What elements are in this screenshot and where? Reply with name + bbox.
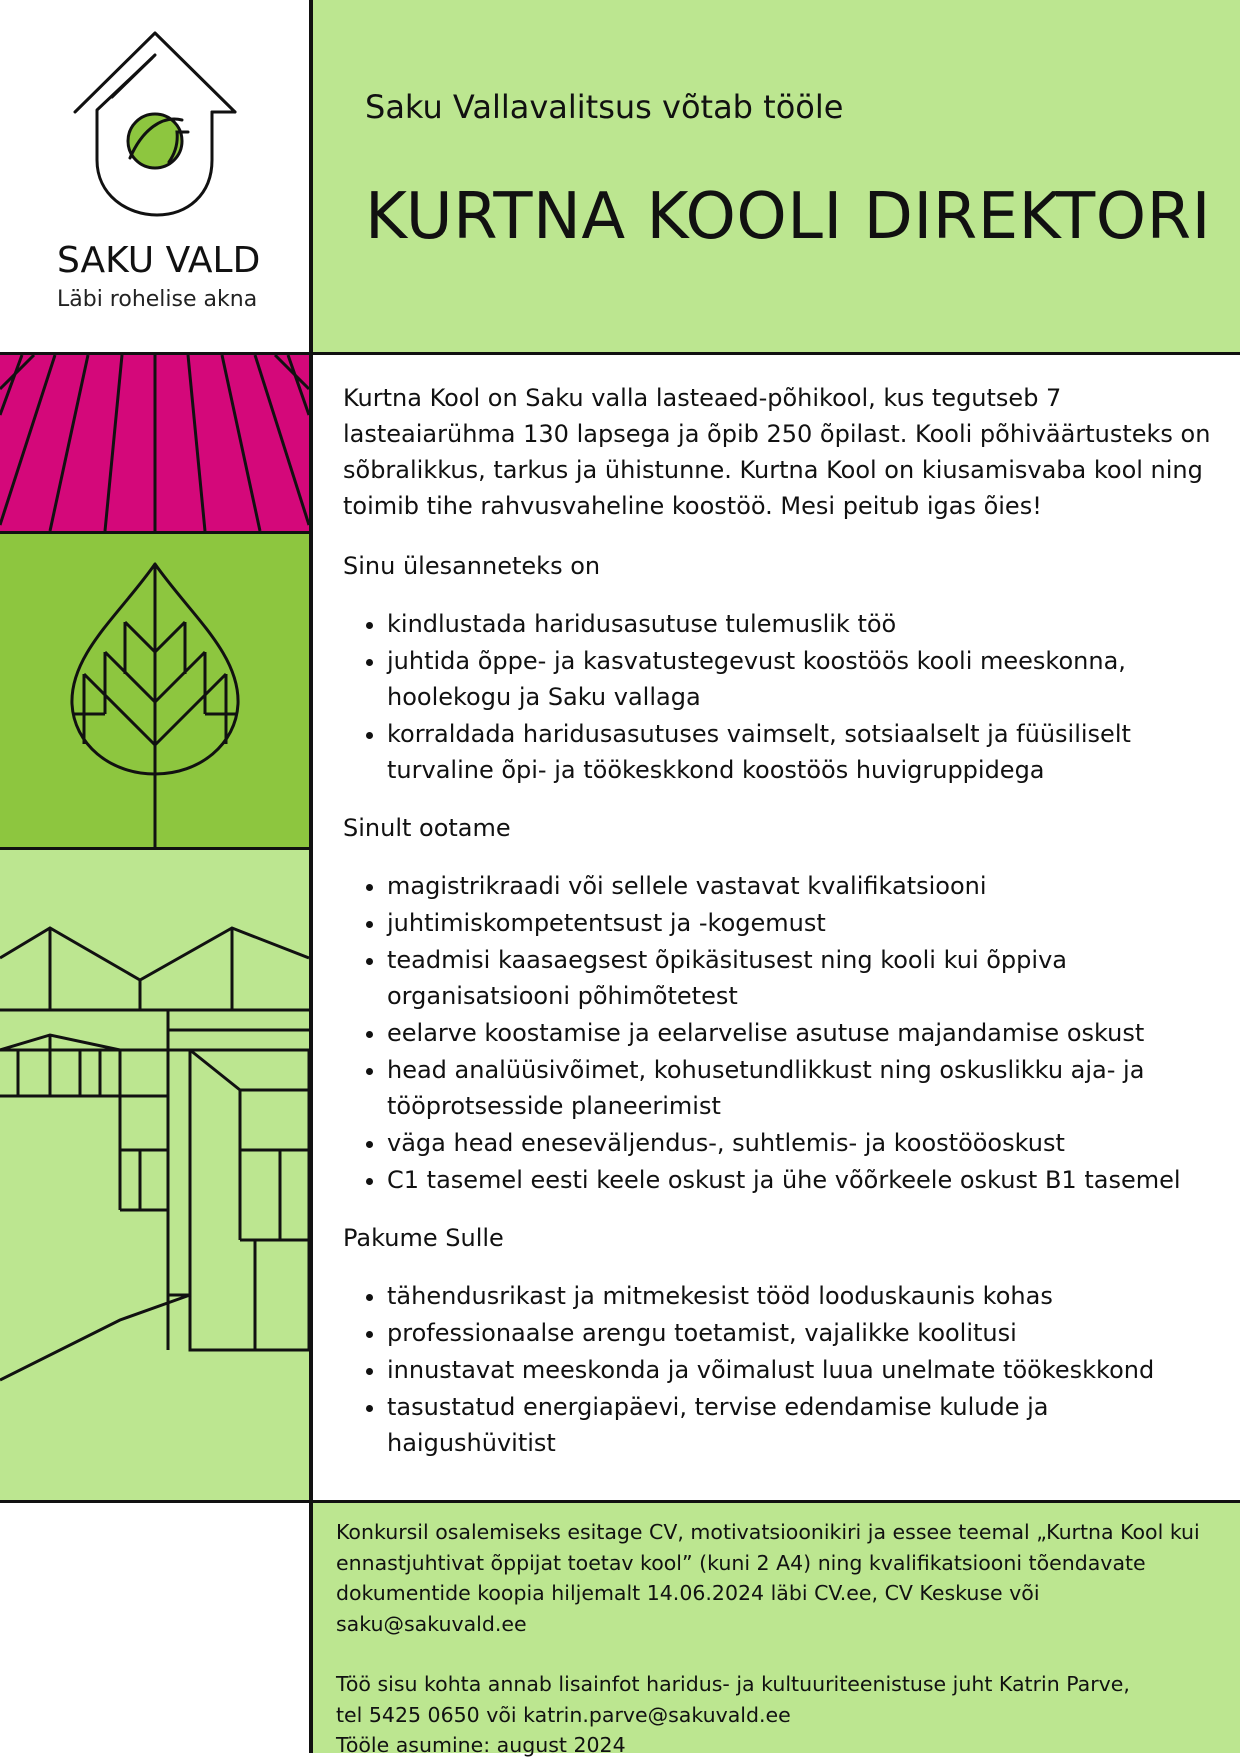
list-item: • tähendusrikast ja mitmekesist tööd looduskaunis kohas (387, 1278, 1223, 1314)
leaf-tree-icon (0, 534, 309, 847)
list-item: • eelarve koostamise ja eelarvelise asutuse majandamise oskust (387, 1015, 1223, 1051)
list-item: • innustavat meeskonda ja võimalust luua unelmate töökeskkond (387, 1352, 1223, 1388)
field-rows-icon (0, 355, 309, 531)
list-item: • C1 tasemel eesti keele oskust ja ühe võõrkeele oskust B1 tasemel (387, 1162, 1223, 1198)
requirements-list (343, 868, 1223, 1198)
list-item: • head analüüsivõimet, kohusetundlikkust ning oskuslikku aja- ja tööprotsesside planeerimist (387, 1052, 1223, 1124)
vertical-divider (309, 0, 313, 1753)
main-content (343, 380, 1223, 1483)
footer-text (336, 1517, 1226, 1761)
application-info: Konkursil osalemiseks esitage CV, motivatsioonikiri ja essee teemal „Kurtna Kool kui ennastjuhtivat õppijat toetav kool” (kuni 2 A4) ning kvalifikatsiooni tõendavate dokumentide koopia hiljemalt 14.06.2024 läbi CV.ee, CV Keskuse või saku@sakuvald.ee (336, 1520, 1200, 1636)
school-building-icon (0, 850, 309, 1503)
start-date: Tööle asumine: august 2024 (336, 1733, 626, 1757)
list-item: • magistrikraadi või sellele vastavat kvalifikatsiooni (387, 868, 1223, 904)
list-item: • juhtida õppe- ja kasvatustegevust koostöös kooli meeskonna, hoolekogu ja Saku vallaga (387, 643, 1223, 715)
list-item: • kindlustada haridusasutuse tulemuslik töö (387, 606, 1223, 642)
tasks-list (343, 606, 1223, 788)
list-item: • korraldada haridusasutuses vaimselt, sotsiaalselt ja füüsiliselt turvaline õpi- ja töökeskkond koostöös huvigruppidega (387, 716, 1223, 788)
page-title: KURTNA KOOLI DIREKTORI (365, 180, 1211, 254)
list-item: • professionaalse arengu toetamist, vajalikke koolitusi (387, 1315, 1223, 1351)
offer-list (343, 1278, 1223, 1461)
header-panel (313, 0, 1240, 352)
brand-name: SAKU VALD (57, 240, 261, 281)
intro-paragraph: Kurtna Kool on Saku valla lasteaed-põhikool, kus tegutseb 7 lasteaiarühma 130 lapsega ja õpib 250 õpilast. Kooli põhiväärtusteks on sõbralikkus, tarkus ja ühistunne. Kurtna Kool on kiusamisvaba kool ning toimib tihe rahvusvaheline koostöö. Mesi peitub igas õies! (343, 384, 1211, 520)
list-item: • teadmisi kaasaegsest õpikäsitusest ning kooli kui õppiva organisatsiooni põhimõtetest (387, 942, 1223, 1014)
section-heading-requirements: Sinult ootame (343, 814, 511, 842)
list-item: • juhtimiskompetentsust ja -kogemust (387, 905, 1223, 941)
divider-top (0, 352, 1240, 355)
contact-line-2: tel 5425 0650 või katrin.parve@sakuvald.ee (336, 1702, 791, 1727)
section-heading-offer: Pakume Sulle (343, 1224, 504, 1252)
divider-bottom (0, 1500, 1240, 1503)
section-heading-tasks: Sinu ülesanneteks on (343, 552, 601, 580)
list-item: • väga head eneseväljendus-, suhtlemis- ja koostööoskust (387, 1125, 1223, 1161)
brand-tagline: Läbi rohelise akna (57, 287, 258, 312)
list-item: • tasustatud energiapäevi, tervise edendamise kulude ja haigushüvitist (387, 1389, 1223, 1461)
header-subtitle: Saku Vallavalitsus võtab tööle (365, 88, 844, 126)
house-window-icon (72, 30, 242, 220)
contact-line-1: Töö sisu kohta annab lisainfot haridus- ja kultuuriteenistuse juht Katrin Parve, (336, 1672, 1130, 1696)
